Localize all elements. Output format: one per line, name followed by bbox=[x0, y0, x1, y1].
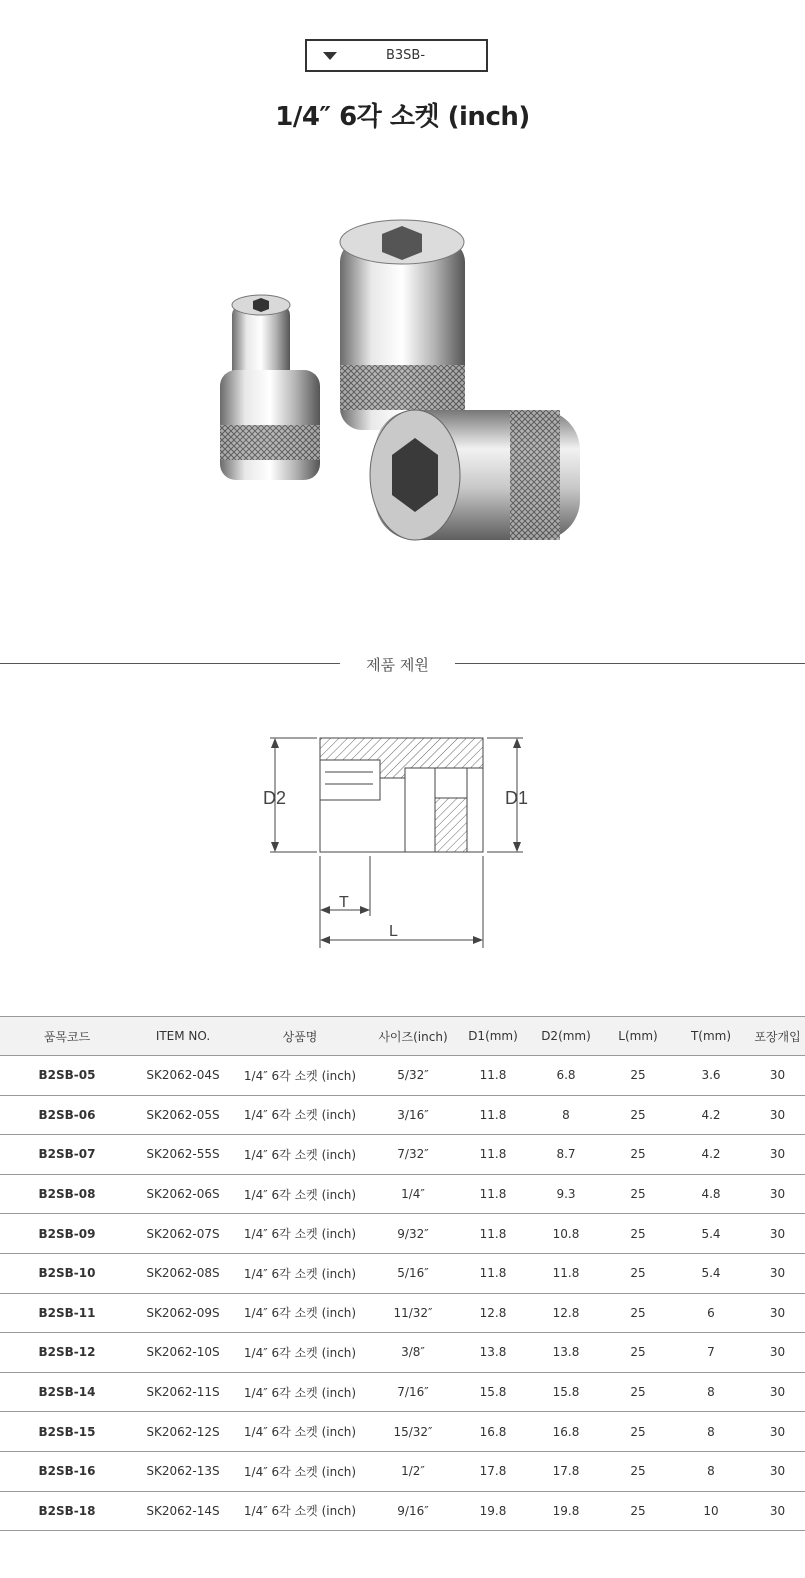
table-cell: 25 bbox=[604, 1253, 672, 1293]
table-cell: 25 bbox=[604, 1293, 672, 1333]
section-header bbox=[0, 652, 805, 676]
table-cell: 1/4″ 6각 소켓 (inch) bbox=[232, 1135, 368, 1175]
table-cell: 5/16″ bbox=[368, 1253, 458, 1293]
table-cell: SK2062-06S bbox=[134, 1174, 232, 1214]
table-cell: 30 bbox=[750, 1412, 805, 1452]
table-cell: 4.8 bbox=[672, 1174, 750, 1214]
table-cell: 30 bbox=[750, 1253, 805, 1293]
table-row bbox=[0, 1293, 805, 1333]
table-cell: 30 bbox=[750, 1214, 805, 1254]
table-cell: 8 bbox=[672, 1372, 750, 1412]
table-cell: 7 bbox=[672, 1333, 750, 1373]
table-cell: SK2062-10S bbox=[134, 1333, 232, 1373]
dimension-diagram bbox=[255, 720, 545, 960]
table-cell: 1/4″ 6각 소켓 (inch) bbox=[232, 1372, 368, 1412]
table-cell: 30 bbox=[750, 1333, 805, 1373]
table-cell: 25 bbox=[604, 1491, 672, 1531]
table-cell: 25 bbox=[604, 1095, 672, 1135]
table-cell: 16.8 bbox=[458, 1412, 528, 1452]
item-code-cell: B2SB-11 bbox=[0, 1293, 134, 1333]
item-code-cell: B2SB-08 bbox=[0, 1174, 134, 1214]
table-cell: 25 bbox=[604, 1214, 672, 1254]
table-cell: SK2062-07S bbox=[134, 1214, 232, 1254]
table-cell: 11.8 bbox=[458, 1214, 528, 1254]
table-cell: 30 bbox=[750, 1135, 805, 1175]
table-cell: 11.8 bbox=[458, 1253, 528, 1293]
table-cell: 9/16″ bbox=[368, 1491, 458, 1531]
section-label: 제품 제원 bbox=[366, 656, 429, 674]
table-cell: 9.3 bbox=[528, 1174, 604, 1214]
table-cell: 4.2 bbox=[672, 1095, 750, 1135]
divider-right bbox=[455, 663, 805, 664]
table-cell: 8 bbox=[672, 1412, 750, 1452]
header-cell: ITEM NO. bbox=[134, 1017, 232, 1056]
header-cell: 품목코드 bbox=[0, 1017, 134, 1056]
table-cell: SK2062-13S bbox=[134, 1451, 232, 1491]
header-cell: D1(mm) bbox=[458, 1017, 528, 1056]
table-cell: 3/16″ bbox=[368, 1095, 458, 1135]
table-cell: 8.7 bbox=[528, 1135, 604, 1175]
table-cell: 7/32″ bbox=[368, 1135, 458, 1175]
table-cell: 15/32″ bbox=[368, 1412, 458, 1452]
table-cell: 11.8 bbox=[458, 1056, 528, 1096]
table-cell: 25 bbox=[604, 1056, 672, 1096]
item-code-cell: B2SB-10 bbox=[0, 1253, 134, 1293]
table-cell: 11.8 bbox=[458, 1174, 528, 1214]
table-cell: 30 bbox=[750, 1095, 805, 1135]
table-cell: 15.8 bbox=[528, 1372, 604, 1412]
table-cell: 10.8 bbox=[528, 1214, 604, 1254]
lying-socket bbox=[370, 410, 580, 540]
table-cell: 30 bbox=[750, 1056, 805, 1096]
item-code-cell: B2SB-18 bbox=[0, 1491, 134, 1531]
table-cell: 25 bbox=[604, 1372, 672, 1412]
table-cell: 30 bbox=[750, 1451, 805, 1491]
table-cell: 6 bbox=[672, 1293, 750, 1333]
spec-table bbox=[0, 1016, 805, 1531]
dim-label-d1: D1 bbox=[505, 788, 529, 808]
table-cell: 25 bbox=[604, 1333, 672, 1373]
table-cell: 5.4 bbox=[672, 1214, 750, 1254]
item-code-cell: B2SB-16 bbox=[0, 1451, 134, 1491]
table-cell: 30 bbox=[750, 1293, 805, 1333]
item-code-cell: B2SB-09 bbox=[0, 1214, 134, 1254]
table-cell: 3.6 bbox=[672, 1056, 750, 1096]
table-cell: 15.8 bbox=[458, 1372, 528, 1412]
table-row bbox=[0, 1372, 805, 1412]
table-cell: 1/4″ 6각 소켓 (inch) bbox=[232, 1491, 368, 1531]
table-cell: 30 bbox=[750, 1174, 805, 1214]
table-cell: 8 bbox=[528, 1095, 604, 1135]
table-cell: 12.8 bbox=[528, 1293, 604, 1333]
table-cell: 25 bbox=[604, 1135, 672, 1175]
table-cell: 16.8 bbox=[528, 1412, 604, 1452]
table-row bbox=[0, 1214, 805, 1254]
table-cell: 30 bbox=[750, 1372, 805, 1412]
table-cell: 1/4″ 6각 소켓 (inch) bbox=[232, 1333, 368, 1373]
table-header-row bbox=[0, 1017, 805, 1056]
table-cell: 1/4″ 6각 소켓 (inch) bbox=[232, 1253, 368, 1293]
table-cell: 1/4″ 6각 소켓 (inch) bbox=[232, 1451, 368, 1491]
table-cell: 10 bbox=[672, 1491, 750, 1531]
large-socket bbox=[340, 220, 465, 430]
item-code-cell: B2SB-14 bbox=[0, 1372, 134, 1412]
table-cell: 11.8 bbox=[528, 1253, 604, 1293]
table-cell: 11/32″ bbox=[368, 1293, 458, 1333]
table-cell: 6.8 bbox=[528, 1056, 604, 1096]
table-cell: 19.8 bbox=[458, 1491, 528, 1531]
table-cell: 1/4″ 6각 소켓 (inch) bbox=[232, 1095, 368, 1135]
header-cell: T(mm) bbox=[672, 1017, 750, 1056]
table-cell: 13.8 bbox=[528, 1333, 604, 1373]
table-cell: 17.8 bbox=[528, 1451, 604, 1491]
item-code-cell: B2SB-06 bbox=[0, 1095, 134, 1135]
table-row bbox=[0, 1135, 805, 1175]
header-cell: 상품명 bbox=[232, 1017, 368, 1056]
table-cell: 1/4″ 6각 소켓 (inch) bbox=[232, 1056, 368, 1096]
table-cell: 11.8 bbox=[458, 1095, 528, 1135]
table-cell: 11.8 bbox=[458, 1135, 528, 1175]
table-cell: 12.8 bbox=[458, 1293, 528, 1333]
table-cell: SK2062-55S bbox=[134, 1135, 232, 1175]
table-row bbox=[0, 1095, 805, 1135]
table-row bbox=[0, 1412, 805, 1452]
table-row bbox=[0, 1333, 805, 1373]
table-cell: SK2062-14S bbox=[134, 1491, 232, 1531]
table-cell: 5/32″ bbox=[368, 1056, 458, 1096]
table-row bbox=[0, 1056, 805, 1096]
table-cell: 30 bbox=[750, 1491, 805, 1531]
table-cell: 17.8 bbox=[458, 1451, 528, 1491]
table-cell: SK2062-08S bbox=[134, 1253, 232, 1293]
model-select[interactable] bbox=[305, 39, 488, 72]
table-cell: 5.4 bbox=[672, 1253, 750, 1293]
table-cell: 25 bbox=[604, 1174, 672, 1214]
small-socket bbox=[220, 295, 320, 480]
table-cell: 1/2″ bbox=[368, 1451, 458, 1491]
table-row bbox=[0, 1451, 805, 1491]
divider-left bbox=[0, 663, 340, 664]
item-code-cell: B2SB-15 bbox=[0, 1412, 134, 1452]
product-photo bbox=[210, 200, 600, 580]
table-cell: 9/32″ bbox=[368, 1214, 458, 1254]
header-cell: 사이즈(inch) bbox=[368, 1017, 458, 1056]
item-code-cell: B2SB-07 bbox=[0, 1135, 134, 1175]
table-cell: 7/16″ bbox=[368, 1372, 458, 1412]
header-cell: L(mm) bbox=[604, 1017, 672, 1056]
table-row bbox=[0, 1491, 805, 1531]
table-row bbox=[0, 1253, 805, 1293]
table-cell: 13.8 bbox=[458, 1333, 528, 1373]
header-cell: D2(mm) bbox=[528, 1017, 604, 1056]
dim-label-d2: D2 bbox=[263, 788, 287, 808]
table-cell: 1/4″ 6각 소켓 (inch) bbox=[232, 1412, 368, 1452]
table-cell: 4.2 bbox=[672, 1135, 750, 1175]
table-cell: 3/8″ bbox=[368, 1333, 458, 1373]
item-code-cell: B2SB-12 bbox=[0, 1333, 134, 1373]
table-cell: SK2062-12S bbox=[134, 1412, 232, 1452]
table-cell: SK2062-05S bbox=[134, 1095, 232, 1135]
table-cell: 19.8 bbox=[528, 1491, 604, 1531]
table-cell: SK2062-11S bbox=[134, 1372, 232, 1412]
dim-label-t: T bbox=[339, 894, 349, 911]
table-cell: 1/4″ 6각 소켓 (inch) bbox=[232, 1214, 368, 1254]
table-row bbox=[0, 1174, 805, 1214]
table-cell: 8 bbox=[672, 1451, 750, 1491]
table-cell: 25 bbox=[604, 1451, 672, 1491]
table-cell: SK2062-09S bbox=[134, 1293, 232, 1333]
dim-label-l: L bbox=[389, 923, 398, 940]
table-cell: SK2062-04S bbox=[134, 1056, 232, 1096]
header-cell: 포장개입 bbox=[750, 1017, 805, 1056]
product-title: 1/4″ 6각 소켓 (inch) bbox=[275, 102, 530, 132]
table-cell: 25 bbox=[604, 1412, 672, 1452]
table-cell: 1/4″ bbox=[368, 1174, 458, 1214]
table-cell: 1/4″ 6각 소켓 (inch) bbox=[232, 1174, 368, 1214]
item-code-cell: B2SB-05 bbox=[0, 1056, 134, 1096]
table-cell: 1/4″ 6각 소켓 (inch) bbox=[232, 1293, 368, 1333]
model-select-value: B3SB- bbox=[385, 48, 426, 63]
